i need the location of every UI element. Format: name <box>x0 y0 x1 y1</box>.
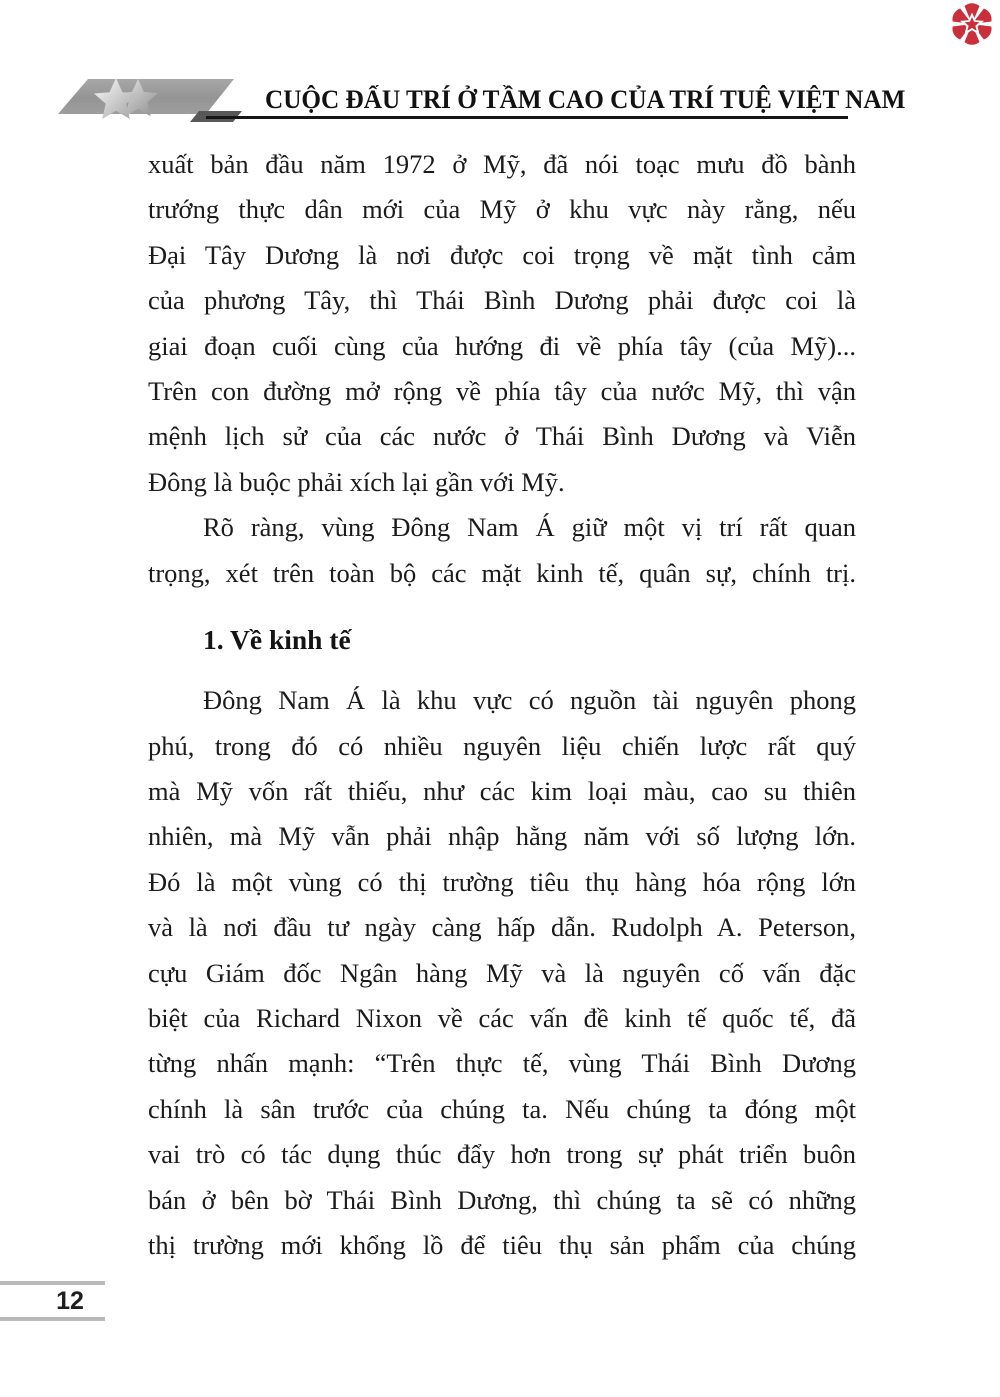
text-line: Đông là buộc phải xích lại gần với Mỹ. <box>148 466 565 497</box>
footer-rule-top <box>0 1281 105 1285</box>
text-line: Đại Tây Dương là nơi được coi trọng về mặt tình cảm <box>148 239 856 270</box>
text-line: chính là sân trước của chúng ta. Nếu chúng ta đóng một <box>148 1093 856 1124</box>
text-line: Đông Nam Á là khu vực có nguồn tài nguyên phong <box>203 685 856 716</box>
text-line: mệnh lịch sử của các nước ở Thái Bình Dương và Viễn <box>148 421 856 452</box>
text-line: giai đoạn cuối cùng của hướng đi về phía tây (của Mỹ)... <box>148 330 856 361</box>
text-line: từng nhấn mạnh: “Trên thực tế, vùng Thái Bình Dương <box>148 1048 856 1079</box>
text-line: nhiên, mà Mỹ vẫn phải nhập hằng năm với số lượng lớn. <box>148 821 856 852</box>
text-line: thị trường mới khổng lồ để tiêu thụ sản phẩm của chúng <box>148 1229 856 1260</box>
text-line: phú, trong đó có nhiều nguyên liệu chiến lược rất quý <box>148 730 856 761</box>
text-line: của phương Tây, thì Thái Bình Dương phải được coi là <box>148 285 856 316</box>
text-line: trướng thực dân mới của Mỹ ở khu vực này rằng, nếu <box>148 194 856 225</box>
text-line: xuất bản đầu năm 1972 ở Mỹ, đã nói toạc mưu đồ bành <box>148 149 856 179</box>
text-line: mà Mỹ vốn rất thiếu, như các kim loại màu, cao su thiên <box>148 776 856 807</box>
red-flower-star-icon <box>948 2 996 50</box>
text-line: Rõ ràng, vùng Đông Nam Á giữ một vị trí rất quan <box>203 512 856 543</box>
header-rule <box>206 116 848 119</box>
text-line: cựu Giám đốc Ngân hàng Mỹ và là nguyên cố vấn đặc <box>148 957 856 988</box>
text-line: vai trò có tác dụng thúc đẩy hơn trong sự phát triển buôn <box>148 1139 856 1170</box>
footer-rule-bottom <box>0 1317 105 1321</box>
section-heading: 1. Về kinh tế <box>203 623 351 655</box>
text-line: và là nơi đầu tư ngày càng hấp dẫn. Rudolph A. Peterson, <box>148 912 856 943</box>
double-star-banner-icon <box>86 77 170 119</box>
text-line: biệt của Richard Nixon về các vấn đề kinh tế quốc tế, đã <box>148 1003 856 1034</box>
page-number: 12 <box>56 1287 84 1315</box>
text-line: Trên con đường mở rộng về phía tây của nước Mỹ, thì vận <box>148 375 856 406</box>
text-line: trọng, xét trên toàn bộ các mặt kinh tế, quân sự, chính trị. <box>148 557 856 588</box>
text-line: bán ở bên bờ Thái Bình Dương, thì chúng ta sẽ có những <box>148 1184 856 1215</box>
body-text <box>148 142 856 1268</box>
running-head-title: CUỘC ĐẤU TRÍ Ở TẦM CAO CỦA TRÍ TUỆ VIỆT NAM <box>265 85 906 114</box>
text-line: Đó là một vùng có thị trường tiêu thụ hàng hóa rộng lớn <box>148 866 856 897</box>
